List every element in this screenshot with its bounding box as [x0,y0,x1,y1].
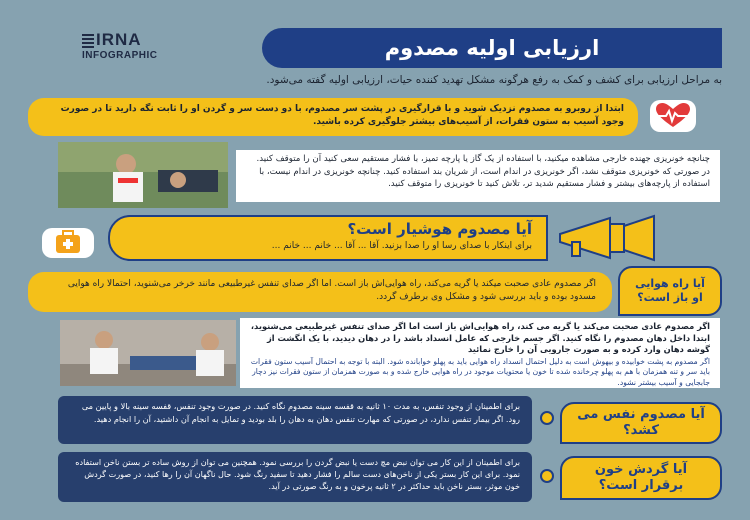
conscious-detail: برای اینکار با صدای رسا او را صدا بزنید. آقا ... آقا ... خانم ... خانم ... [271,241,532,251]
airway-detail-box [240,318,720,388]
connector-dot [540,411,554,425]
heartbeat-icon [650,100,696,132]
conscious-question-panel [108,215,548,261]
recovery-position-photo [60,320,236,386]
megaphone-icon [550,212,670,264]
page-title: ارزیابی اولیه مصدوم [262,28,722,68]
airway-question: آیا راه هوایی او باز است؟ [618,266,722,316]
logo-brand: IRNA [96,30,142,49]
airway-summary: اگر مصدوم عادی صحبت میکند یا گریه می‌کند، راه هوایی‌اش باز است. اما اگر صدای تنفس غیرطبیعی مانند خرخر می‌شنوید، احتمالا راه هوایی مسدود بوده و باید بررسی شود و مشکل وی برطرف گردد. [28,272,612,312]
first-aid-kit-icon [42,228,94,258]
connector-dot [540,469,554,483]
circulation-question: آیا گردش خون برقرار است؟ [560,456,722,500]
circulation-instructions: برای اطمینان از این کار می توان نبض مچ دست یا نبض گردن را بررسی نمود. همچنین می توان از روش ساده تر بستن ناخن استفاده نمود. برای این کار بستر یکی از ناخن‌های دست سالم را فشار دهید تا سفید رنگ شود. حال ناگهان آن را رها کنید، در صورت گردش خون موثر، بستر ناخن باید حداکثر در ۲ ثانیه پرخون و به رنگ صورتی در آید. [58,452,532,502]
step-stabilize-head: ابتدا از روبرو به مصدوم نزدیک شوید و با قرارگیری در پشت سر مصدوم، با دو دست سر و گردن او را ثابت نگه دارید تا در صورت وجود آسیب به ستون فقرات، از آسیب‌های بیشتر جلوگیری کرده باشید. [28,98,638,136]
logo-mark-icon [82,32,94,48]
breathing-instructions: برای اطمینان از وجود تنفس، به مدت ۱۰ ثانیه به قفسه سینه مصدوم نگاه کنید. در صورت وجود تنفس، قفسه سینه بالا و پایین می رود. اگر بیمار تنفس ندارد، در صورتی که مهارت تنفس دهان به دهان را بلد بودید و تمایل به انجام آن داشتید، آن را انجام دهید. [58,396,532,444]
bleeding-instructions: چنانچه خونریزی جهنده خارجی مشاهده میکنید، با استفاده از یک گاز یا پارچه تمیز، با فشار مستقیم سعی کنید آن را متوقف کنید. در صورتی که خونریزی متوقف نشد، اگر خونریزی در اندام است، از شریان بند استفاده کنید. چنانچه خونریزی در اندام نیست، با استفاده از پارچه‌های بیشتر و فشار مستقیم شدید تر، تلاش کنید تا خونریزی را متوقف کنید. [236,150,720,202]
irna-logo [82,30,200,62]
conscious-question: آیا مصدوم هوشیار است؟ [347,220,532,238]
bleeding-photo [58,142,228,208]
logo-subtitle: INFOGRAPHIC [82,50,158,61]
airway-detail-open: اگر مصدوم عادی صحبت می‌کند یا گریه می کند، راه هوایی‌اش باز است اما اگر صدای تنفس غیرطبیعی می‌شنوید، ابتدا داخل دهان مصدوم را نگاه کنید. اگر جسم خارجی که عامل انسداد باشد را در دهان دیدید، با یک انگشت از گوشه دهان وارد کرده و به صورت جارویی آن را خارج نمائید [250,321,710,354]
airway-detail-recovery: اگر مصدوم به پشت خوابیده و بیهوش است به دلیل احتمال انسداد راه هوایی باید به پهلو خوابانده شود. البته با توجه به احتمال آسیب ستون فقرات باید سر و تنه همزمان با هم به پهلو چرخانده شده تا خون یا محتویات موجود در راه هوایی خارج شده و به صورت همزمان از ستون فقرات نیز دچار جابجایی و آسیب بیشتر نشود. [250,356,710,387]
breathing-question: آیا مصدوم نفس می کشد؟ [560,402,722,444]
page-subtitle: به مراحل ارزیابی برای کشف و کمک به رفع هرگونه مشکل تهدید کننده حیات، ارزیابی اولیه گفته می‌شود. [266,74,722,86]
